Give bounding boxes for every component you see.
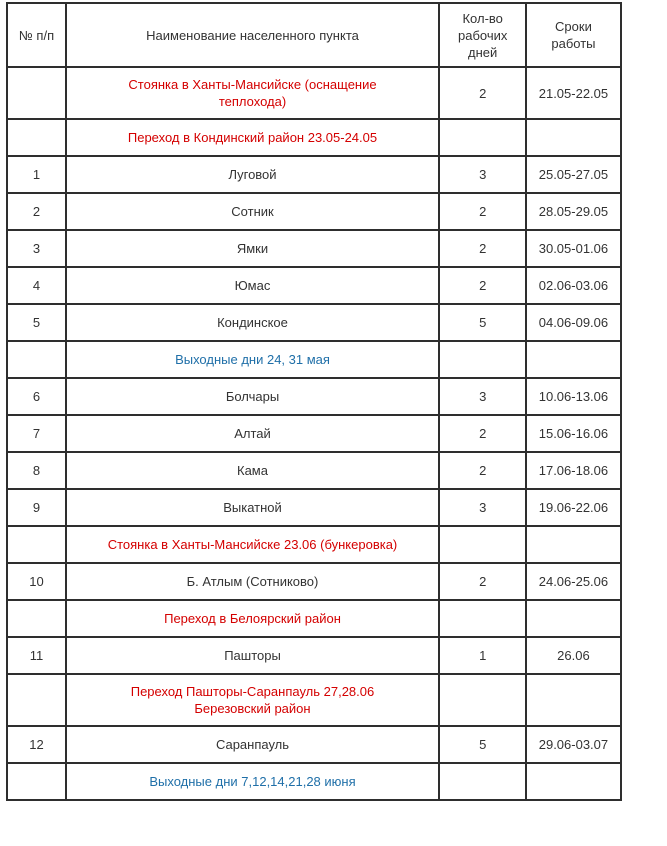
row-days [439, 526, 526, 563]
header-row [7, 3, 621, 67]
row-name: Ямки [66, 230, 439, 267]
row-name: Пашторы [66, 637, 439, 674]
header-name: Наименование населенного пункта [66, 3, 439, 67]
table-row [7, 763, 621, 800]
row-name: Алтай [66, 415, 439, 452]
row-name: Юмас [66, 267, 439, 304]
row-num: 11 [7, 637, 66, 674]
row-days [439, 674, 526, 726]
table-row [7, 156, 621, 193]
row-num: 7 [7, 415, 66, 452]
row-period: 21.05-22.05 [526, 67, 620, 119]
row-period: 29.06-03.07 [526, 726, 620, 763]
row-days: 2 [439, 67, 526, 119]
table-row [7, 341, 621, 378]
row-days: 3 [439, 378, 526, 415]
table-row [7, 230, 621, 267]
row-num [7, 67, 66, 119]
header-period: Сроки работы [526, 3, 620, 67]
row-name: Болчары [66, 378, 439, 415]
row-name: Стоянка в Ханты-Мансийске 23.06 (бункеровка) [66, 526, 439, 563]
table-row [7, 563, 621, 600]
row-period [526, 119, 620, 156]
row-name: Саранпауль [66, 726, 439, 763]
table-row [7, 415, 621, 452]
row-period [526, 763, 620, 800]
row-num [7, 763, 66, 800]
row-name: Переход в Кондинский район 23.05-24.05 [66, 119, 439, 156]
row-num: 4 [7, 267, 66, 304]
table-row [7, 600, 621, 637]
row-num: 6 [7, 378, 66, 415]
table-row [7, 452, 621, 489]
table-row [7, 489, 621, 526]
row-name: Переход в Белоярский район [66, 600, 439, 637]
table-row [7, 119, 621, 156]
row-num: 5 [7, 304, 66, 341]
row-num: 8 [7, 452, 66, 489]
row-period: 24.06-25.06 [526, 563, 620, 600]
row-name: Кондинское [66, 304, 439, 341]
row-days: 2 [439, 563, 526, 600]
row-days [439, 341, 526, 378]
row-days: 3 [439, 489, 526, 526]
row-num [7, 674, 66, 726]
row-period [526, 341, 620, 378]
row-name: Луговой [66, 156, 439, 193]
row-period: 30.05-01.06 [526, 230, 620, 267]
row-num [7, 341, 66, 378]
row-period [526, 526, 620, 563]
row-num [7, 526, 66, 563]
table-row [7, 378, 621, 415]
table-row [7, 267, 621, 304]
row-days [439, 119, 526, 156]
row-days: 5 [439, 726, 526, 763]
row-num: 10 [7, 563, 66, 600]
table-row [7, 526, 621, 563]
row-period: 15.06-16.06 [526, 415, 620, 452]
row-days [439, 763, 526, 800]
table-row [7, 67, 621, 119]
row-period: 17.06-18.06 [526, 452, 620, 489]
row-num: 9 [7, 489, 66, 526]
row-num: 3 [7, 230, 66, 267]
row-num: 12 [7, 726, 66, 763]
schedule-table [6, 2, 622, 801]
row-period: 10.06-13.06 [526, 378, 620, 415]
row-name: Переход Пашторы-Саранпауль 27,28.06 Березовский район [66, 674, 439, 726]
table-row [7, 726, 621, 763]
row-days: 2 [439, 415, 526, 452]
row-days: 2 [439, 267, 526, 304]
row-period: 19.06-22.06 [526, 489, 620, 526]
row-period: 28.05-29.05 [526, 193, 620, 230]
row-days: 2 [439, 452, 526, 489]
row-period: 26.06 [526, 637, 620, 674]
row-days: 5 [439, 304, 526, 341]
row-period: 04.06-09.06 [526, 304, 620, 341]
table-row [7, 637, 621, 674]
header-num: № п/п [7, 3, 66, 67]
row-name: Выходные дни 24, 31 мая [66, 341, 439, 378]
row-period: 25.05-27.05 [526, 156, 620, 193]
header-days: Кол-во рабочих дней [439, 3, 526, 67]
row-num: 2 [7, 193, 66, 230]
table-row [7, 304, 621, 341]
table-row [7, 674, 621, 726]
row-days: 1 [439, 637, 526, 674]
row-name: Б. Атлым (Сотниково) [66, 563, 439, 600]
row-name: Выходные дни 7,12,14,21,28 июня [66, 763, 439, 800]
row-num [7, 119, 66, 156]
row-days [439, 600, 526, 637]
row-days: 2 [439, 193, 526, 230]
row-name: Стоянка в Ханты-Мансийске (оснащение теплохода) [66, 67, 439, 119]
table-row [7, 193, 621, 230]
row-period [526, 600, 620, 637]
row-period [526, 674, 620, 726]
row-num [7, 600, 66, 637]
row-num: 1 [7, 156, 66, 193]
row-name: Кама [66, 452, 439, 489]
row-name: Сотник [66, 193, 439, 230]
row-days: 3 [439, 156, 526, 193]
row-days: 2 [439, 230, 526, 267]
row-name: Выкатной [66, 489, 439, 526]
row-period: 02.06-03.06 [526, 267, 620, 304]
